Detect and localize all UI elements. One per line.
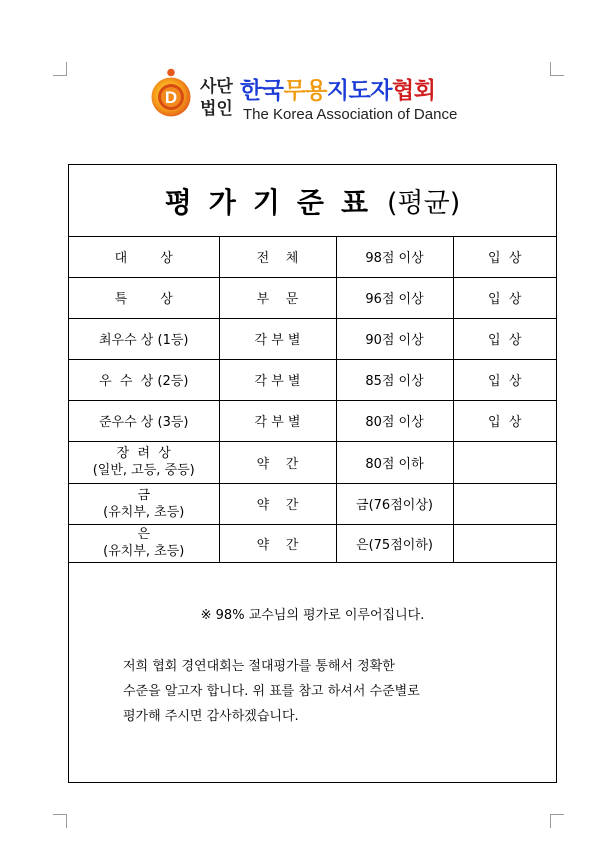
scope-cell: 약 간 — [219, 441, 336, 483]
result-cell: 입 상 — [453, 359, 556, 400]
result-cell — [453, 524, 556, 562]
criterion-cell: 96점 이상 — [336, 277, 453, 318]
result-cell: 입 상 — [453, 277, 556, 318]
paragraph-line: 수준을 알고자 합니다. 위 표를 참고 하셔서 수준별로 — [123, 684, 420, 699]
result-cell: 입 상 — [453, 236, 556, 277]
award-note: (유치부, 초등) — [103, 504, 185, 520]
criterion-cell: 90점 이상 — [336, 318, 453, 359]
scope-cell: 각 부 별 — [219, 359, 336, 400]
criterion-cell: 금(76점이상) — [336, 483, 453, 524]
crop-mark-top-left — [53, 62, 67, 76]
award-cell — [69, 441, 219, 483]
table-row — [69, 441, 556, 483]
table-row — [69, 483, 556, 524]
table-row — [69, 359, 556, 400]
award-note: (유치부, 초등) — [103, 544, 185, 559]
title-main: 평가기준표 — [164, 185, 385, 219]
table-row — [69, 524, 556, 562]
award-label: 장 려 상 — [116, 446, 171, 461]
scope-cell: 전 체 — [219, 236, 336, 277]
crop-mark-bottom-right — [550, 814, 564, 828]
org-name-korean — [240, 78, 435, 104]
award-cell — [69, 524, 219, 562]
award-label: 금 — [137, 487, 151, 503]
paragraph-line: 저희 협회 경연대회는 절대평가를 통해서 정확한 — [123, 659, 395, 674]
scope-cell: 각 부 별 — [219, 400, 336, 441]
criteria-table — [69, 236, 556, 563]
result-cell: 입 상 — [453, 318, 556, 359]
criterion-cell: 98점 이상 — [336, 236, 453, 277]
table-row — [69, 400, 556, 441]
award-label: 은 — [137, 527, 151, 542]
table-row — [69, 277, 556, 318]
criterion-cell: 80점 이하 — [336, 441, 453, 483]
request-paragraph — [123, 654, 420, 729]
org-name-english: The Korea Association of Dance — [243, 106, 458, 123]
org-name-part-2: 무용 — [283, 78, 327, 104]
paragraph-line: 평가해 주시면 감사하겠습니다. — [123, 709, 299, 724]
org-name-part-1: 한국 — [240, 78, 284, 104]
title-sub: (평균) — [387, 188, 461, 219]
crop-mark-bottom-left — [53, 814, 67, 828]
evaluation-form — [68, 164, 557, 783]
org-type-line1: 사단 — [200, 77, 233, 97]
award-cell: 최우수 상 (1등) — [69, 318, 219, 359]
scope-cell: 부 문 — [219, 277, 336, 318]
org-type-line2: 법인 — [200, 99, 233, 119]
award-cell: 준우수 상 (3등) — [69, 400, 219, 441]
award-cell — [69, 483, 219, 524]
table-row — [69, 236, 556, 277]
association-logo-icon — [150, 68, 192, 118]
logo-letter: D — [164, 88, 178, 107]
result-cell: 입 상 — [453, 400, 556, 441]
criterion-cell: 80점 이상 — [336, 400, 453, 441]
org-name-part-3: 지도자 — [326, 78, 393, 104]
award-cell: 대 상 — [69, 236, 219, 277]
award-note: (일반, 고등, 중등) — [92, 463, 195, 478]
result-cell — [453, 483, 556, 524]
award-cell: 우 수 상 (2등) — [69, 359, 219, 400]
scope-cell: 각 부 별 — [219, 318, 336, 359]
org-name-part-4: 협회 — [392, 78, 436, 104]
notes-section — [69, 562, 556, 782]
evaluation-note: ※ 98% 교수님의 평가로 이루어집니다. — [200, 608, 425, 623]
table-row — [69, 318, 556, 359]
crop-mark-top-right — [550, 62, 564, 76]
criterion-cell: 85점 이상 — [336, 359, 453, 400]
award-cell: 특 상 — [69, 277, 219, 318]
document-title — [69, 165, 556, 237]
criterion-cell: 은(75점이하) — [336, 524, 453, 562]
scope-cell: 약 간 — [219, 524, 336, 562]
scope-cell: 약 간 — [219, 483, 336, 524]
result-cell — [453, 441, 556, 483]
